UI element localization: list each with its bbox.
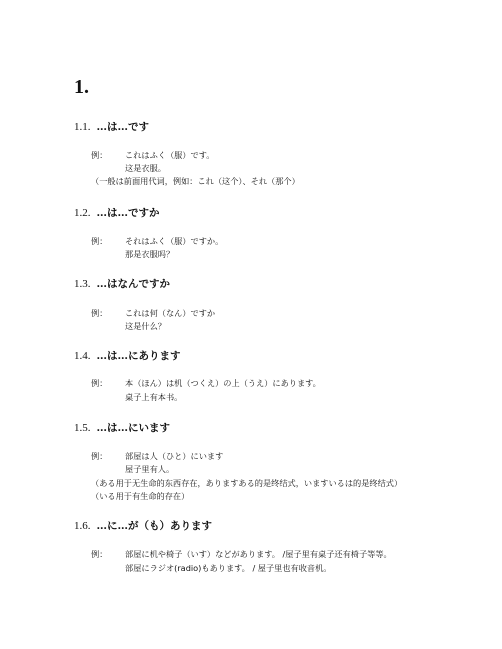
section-heading-1-2 [74,205,160,220]
example-translation: 这是衣服。 [125,163,166,173]
example-translation: 桌子上有本书。 [125,392,183,402]
section-number: 1.5. [74,422,91,434]
example-label: 例： [91,451,108,461]
section-number: 1.2. [74,207,91,219]
section-number: 1.3. [74,278,91,290]
example-japanese: それはふく（服）ですか。 [125,236,224,246]
grammar-note: （ある用于无生命的东西存在，ありますある的是终结式，いますいるは的是终结式） [91,478,403,488]
section-title: …はなんですか [96,278,170,290]
example-japanese: 本（ほん）は机（つくえ）の上（うえ）にあります。 [125,378,321,388]
example-label: 例： [91,150,108,160]
example-japanese: これは何（なん）ですか [125,308,216,318]
section-title: …は…です [96,121,149,133]
section-title: …は…にいます [96,422,170,434]
example-label: 例： [91,378,108,388]
section-number: 1.4. [74,350,91,362]
section-heading-1-5 [74,420,170,435]
section-title: …は…にあります [96,350,181,362]
section-heading-1-1 [74,119,149,134]
example-japanese: 部屋は人（ひと）にいます [125,451,224,461]
section-heading-1-3 [74,276,170,291]
example-japanese: 部屋にラジオ(radio)もあります。 / 屋子里也有收音机。 [125,563,332,573]
section-heading-1-6 [74,518,212,533]
section-heading-1-4 [74,348,181,363]
example-label: 例： [91,236,108,246]
section-title: …に…が（も）あります [96,520,212,532]
section-title: …は…ですか [96,207,160,219]
example-japanese: これはふく（服）です。 [125,150,215,160]
example-japanese: 部屋に机や椅子（いす）などがあります。 /屋子里有桌子还有椅子等等。 [125,549,392,559]
section-number: 1.6. [74,520,91,532]
example-translation: 这是什么？ [125,321,166,331]
section-number: 1.1. [74,121,91,133]
example-translation: 屋子里有人。 [125,464,175,474]
chapter-title: 1. [74,76,89,98]
grammar-note: （いる用于有生命的存在） [91,491,190,501]
grammar-note: （一般は前面用代词，例如：これ（这个）、それ（那个） [91,176,300,186]
example-label: 例： [91,308,108,318]
example-translation: 那是衣服吗？ [125,249,175,259]
example-label: 例： [91,549,108,559]
